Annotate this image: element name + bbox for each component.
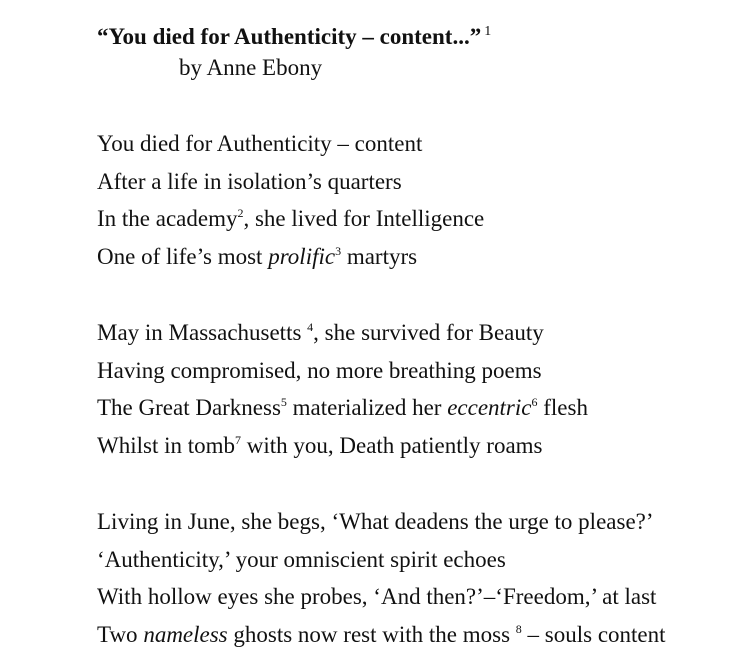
poem-line — [97, 616, 727, 654]
poem-title — [97, 14, 727, 50]
line-text: The Great Darkness — [97, 395, 281, 420]
poem-line: Having compromised, no more breathing poems — [97, 357, 542, 383]
line-text: materialized her — [286, 395, 448, 420]
poem-line: You died for Authenticity – content — [97, 131, 423, 156]
footnote-marker: 8 — [515, 621, 522, 636]
poem-line — [97, 314, 727, 352]
italic-word: prolific — [268, 243, 336, 269]
footnote-marker: 1 — [484, 24, 492, 39]
poem-page — [97, 14, 727, 653]
footnote-marker: 4 — [307, 320, 314, 334]
footnote-marker: 5 — [280, 395, 287, 409]
line-text: , she survived for Beauty — [313, 320, 544, 345]
footnote-marker: 6 — [531, 395, 538, 409]
italic-word: nameless — [143, 621, 228, 647]
line-text: – souls content — [521, 621, 666, 647]
poem-byline: by Anne Ebony — [179, 55, 323, 80]
line-text: Two — [97, 621, 144, 647]
poem-line — [97, 238, 727, 276]
stanza-3 — [97, 503, 727, 653]
poem-line: ‘Authenticity,’ your omniscient spirit echoes — [97, 546, 506, 572]
line-text: In the academy — [97, 206, 238, 231]
poem-title-text: “You died for Authenticity – content...” — [97, 24, 482, 49]
line-text: May in Massachusetts — [97, 320, 308, 345]
poem-line: After a life in isolation’s quarters — [97, 168, 402, 194]
footnote-marker: 7 — [235, 432, 241, 447]
stanza-1 — [97, 125, 727, 275]
line-text: One of life’s most — [97, 243, 269, 269]
footnote-marker: 3 — [335, 243, 342, 258]
line-text: with you, Death patiently roams — [241, 432, 543, 458]
line-text: ghosts now rest with the moss — [227, 621, 516, 647]
poem-line — [97, 427, 727, 465]
line-text: flesh — [537, 395, 588, 420]
poem-line: Living in June, she begs, ‘What deadens the urge to please?’ — [97, 509, 654, 534]
poem-line: With hollow eyes she probes, ‘And then?’–‘Freedom,’ at last — [97, 584, 657, 609]
stanza-2 — [97, 314, 727, 464]
line-text: , she lived for Intelligence — [243, 206, 485, 231]
poem-line — [97, 389, 727, 427]
footnote-marker: 2 — [237, 206, 244, 220]
line-text: Whilst in tomb — [97, 432, 235, 458]
italic-word: eccentric — [447, 395, 532, 420]
line-text: martyrs — [341, 243, 418, 269]
poem-line — [97, 200, 727, 238]
